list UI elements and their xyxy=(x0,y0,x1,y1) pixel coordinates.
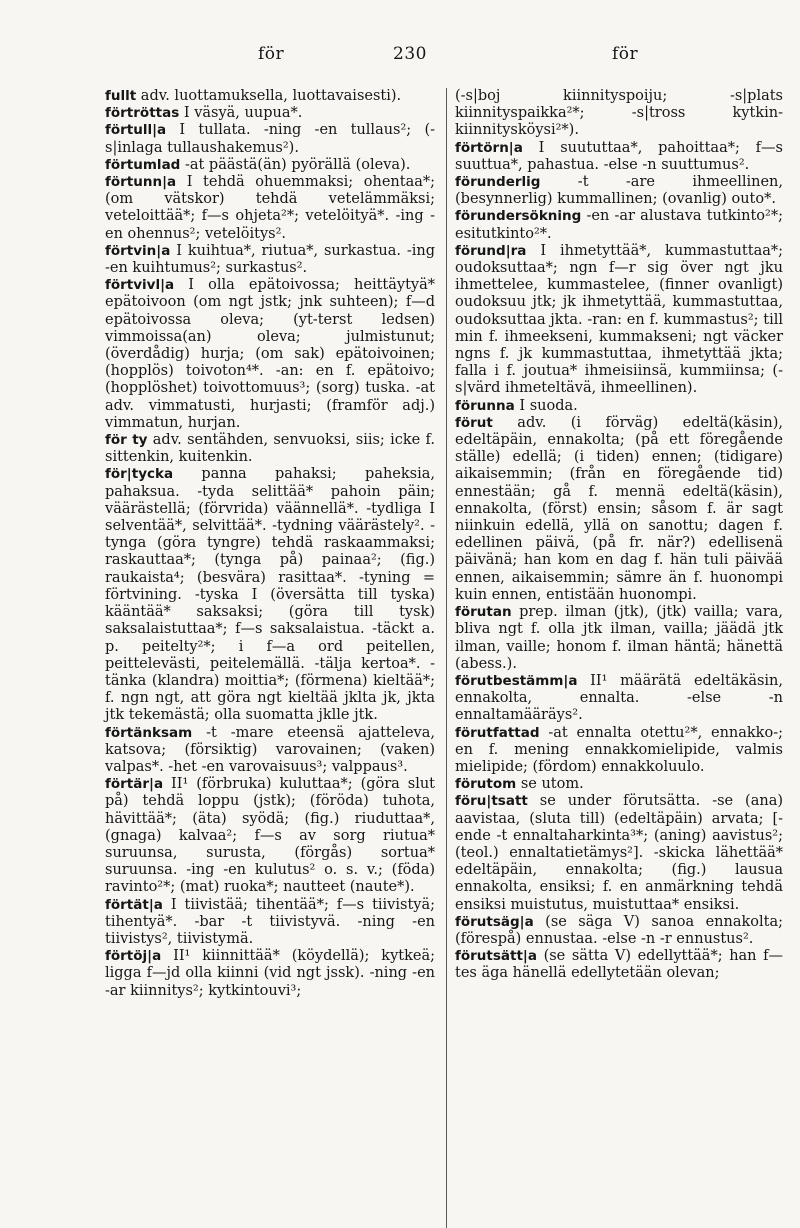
entry-definition: I olla epätoivossa; heittäytyä* epätoivoon (om ngt jstk; jnk suhteen); f—d epätoivossa oleva; (yt-terst ledsen) vimmoissa(an) oleva; julmistunut; (överdådig) hurja; (om sak) epätoivoinen; (hopplös) toivoton⁴*. -an: en f. epätoivo; (hopplöshet) toivottomuus³; (sorg) tuska. -at adv. vimmatusti, hurjasti; (framför adj.) vimmatun, hurjan. xyxy=(105,277,435,431)
dictionary-entry xyxy=(105,432,435,466)
entry-headword: förutsäg|a xyxy=(455,913,534,930)
entry-headword: förtät|a xyxy=(105,896,163,913)
entry-definition: adv. (i förväg) edeltä(käsin), edeltäpäin, ennakolta; (på ett föregående ställe) edellä; (i tiden) ennen; (tidigare) aikaisemmin; (från en föregående tid) ennestään; gå f. mennä edeltä(käsin), ennakolta, (först) ensin; såsom f. är sagt niinkuin edellä, yllä on sanottu; dagen f. edellinen päivä, (på fr. när?) edellisenä päivänä; han kom en dag f. hän tuli päivää ennen, aikaisemmin; sämre än f. huonompi kuin ennen, entistään huonompi. xyxy=(455,414,783,603)
entry-definition: I väsyä, uupua*. xyxy=(179,105,303,122)
entry-headword: förunderlig xyxy=(455,174,541,191)
entry-definition: panna pahaksi; paheksia, pahaksua. -tyda selittää* pahoin päin; väärästellä; (förvrida) väännellä*. -tydliga I selventää*, selvittää*. -tydning väärästely². -tynga (göra tyngre) tehdä raskaammaksi; raskauttaa*; (tynga på) painaa²; (fig.) raukaista⁴; (besvära) rasittaa*. -tyning = förtvining. -tyska I (översätta till tyska) kääntää* saksaksi; (göra till tysk) saksalaistuttaa*; f—s saksalaistua. -täckt a. p. peitelty²*; i f—a ord peitellen, peittelevästi, peitelemällä. -tälja kertoa*. -tänka (klandra) moittia*; (förmena) kieltää*; f. ngn ngt, att göra ngt kieltää jklta jk, jkta jtk tekemästä; olla suomatta jklle jtk. xyxy=(105,466,435,724)
dictionary-entry xyxy=(455,415,783,604)
entry-headword: förtvin|a xyxy=(105,242,171,259)
dictionary-entry xyxy=(455,673,783,725)
entry-definition: II¹ määrätä edeltäkäsin, ennakolta, ennalta. -else -n ennaltamääräys². xyxy=(455,672,783,724)
entry-headword: förut xyxy=(455,414,493,431)
entry-definition: prep. ilman (jtk), (jtk) vailla; vara, bliva ngt f. olla jtk ilman, vailla; jäädä jtk ilman, vaille; honom f. ilman häntä; hänettä (abess.). xyxy=(455,604,783,672)
dictionary-entry xyxy=(105,897,435,949)
entry-definition: I ihmetyttää*, kummastuttaa*; oudoksuttaa*; ngn f—r sig över ngt jku ihmettelee, kummastelee, (finner ovanligt) oudoksuu jtk; jk ihmetyttää, kummastuttaa, oudoksuttaa jkta. -ran: en f. kummastus²; till min f. ihmeekseni, kummakseni; ngt väcker ngns f. jk kummastuttaa, ihmetyttää jkta; falla i f. joutua* ihmeisiinsä, kummiinsa; (-s|värd ihmeteltävä, ihmeellinen). xyxy=(455,242,783,397)
header-left-word: för xyxy=(258,44,285,64)
entry-definition: -en -ar alustava tutkinto²*; esitutkinto²*. xyxy=(455,208,783,242)
entry-headword: föru|tsatt xyxy=(455,793,528,810)
dictionary-entry xyxy=(455,88,783,140)
entry-headword: fullt xyxy=(105,88,137,104)
entry-headword: förtvivl|a xyxy=(105,277,175,294)
entry-definition: -t -are ihmeellinen, (besynnerlig) kummallinen; (ovanlig) outo*. xyxy=(455,174,783,208)
entry-definition: I kuihtua*, riutua*, surkastua. -ing -en kuihtumus²; surkastus². xyxy=(105,242,435,277)
dictionary-entry xyxy=(455,914,783,948)
entry-definition: adv. luottamuksella, luottavaisesti). xyxy=(136,88,402,104)
entry-definition: I tiivistää; tihentää*; f—s tiivistyä; tihentyä*. -bar -t tiivistyvä. -ning -en tiivistys², tiivistymä. xyxy=(105,896,435,947)
dictionary-entry xyxy=(105,466,435,724)
entry-headword: förunna xyxy=(455,397,515,414)
dictionary-entry xyxy=(105,105,435,122)
dictionary-entry xyxy=(455,725,783,777)
left-column xyxy=(105,88,435,1000)
entry-headword: förtunn|a xyxy=(105,174,177,191)
dictionary-entry xyxy=(455,398,783,415)
dictionary-entry xyxy=(455,140,783,174)
dictionary-entry xyxy=(105,725,435,777)
entry-headword: förtänksam xyxy=(105,724,193,741)
entry-definition: -at päästä(än) pyörällä (oleva). xyxy=(180,156,411,173)
entry-headword: förund|ra xyxy=(455,242,527,259)
entry-headword: förtöj|a xyxy=(105,948,162,965)
entry-definition: I tullata. -ning -en tullaus²; (-s|inlaga tullaushakemus²). xyxy=(105,122,435,156)
dictionary-entry xyxy=(105,243,435,277)
entry-headword: förtröttas xyxy=(105,105,180,122)
entry-headword: förutfattad xyxy=(455,724,540,741)
entry-headword: förundersökning xyxy=(455,208,582,225)
entry-definition: adv. sentähden, senvuoksi, siis; icke f. sittenkin, kuitenkin. xyxy=(105,432,435,466)
dictionary-entry xyxy=(455,604,783,673)
entry-headword: förutsätt|a xyxy=(455,948,537,965)
column-divider xyxy=(446,88,447,1228)
entry-headword: förutom xyxy=(455,776,517,793)
entry-headword: förtumlad xyxy=(105,156,181,173)
entry-headword: förtull|a xyxy=(105,122,167,139)
entry-headword: förutbestämm|a xyxy=(455,672,578,689)
entry-definition: (se säga V) sanoa ennakolta; (förespå) ennustaa. -else -n -r ennustus². xyxy=(455,913,783,947)
dictionary-entry xyxy=(455,793,783,913)
dictionary-entry xyxy=(105,122,435,156)
entry-definition: -at ennalta otettu²*, ennakko-; en f. mening ennakkomielipide, valmis mielipide; (fördom) ennakkoluulo. xyxy=(455,724,783,775)
header-right-word: för xyxy=(612,44,639,64)
entry-definition: I tehdä ohuemmaksi; ohentaa*; (om vätskor) tehdä vetelämmäksi; veteloittää*; f—s ohjeta²*; vetelöityä*. -ing -en ohennus²; vetelöitys². xyxy=(105,174,435,242)
dictionary-entry xyxy=(105,277,435,432)
entry-definition: II¹ (förbruka) kuluttaa*; (göra slut på) tehdä loppu (jstk); (föröda) tuhota, hävittää*; (äta) syödä; (fig.) riuduttaa*, (gnaga) kalvaa²; f—s av sorg riutua* suruunsa, surusta, (förgås) sortua* suruunsa. -ing -en kulutus² o. s. v.; (föda) ravinto²*; (mat) ruoka*; nautteet (naute*). xyxy=(105,776,435,896)
dictionary-entry xyxy=(105,88,435,105)
entry-headword: förtär|a xyxy=(105,776,164,793)
entry-definition: I suoda. xyxy=(514,397,578,414)
right-column xyxy=(455,88,783,983)
dictionary-entry xyxy=(455,948,783,982)
entry-headword: förtörn|a xyxy=(455,139,523,156)
entry-headword: för ty xyxy=(105,432,148,449)
entry-definition: II¹ kiinnittää* (köydellä); kytkeä; ligga f—jd olla kiinni (vid ngt jssk). -ning -en -ar kiinnitys²; kytkintouvi³; xyxy=(105,948,435,999)
dictionary-entry xyxy=(455,776,783,793)
dictionary-entry xyxy=(105,157,435,174)
dictionary-entry xyxy=(105,948,435,1000)
dictionary-entry xyxy=(455,174,783,208)
page-number: 230 xyxy=(393,44,427,64)
dictionary-entry xyxy=(455,208,783,242)
entry-definition: (-s|boj kiinnityspoiju; -s|plats kiinnityspaikka²*; -s|tross kytkin-kiinnitysköysi²*). xyxy=(455,88,783,139)
entry-definition: I suututtaa*, pahoittaa*; f—s suuttua*, pahastua. -else -n suuttumus². xyxy=(455,139,783,173)
entry-headword: för|tycka xyxy=(105,466,174,483)
entry-definition: (se sätta V) edellyttää*; han f—tes äga hänellä edellytetään olevan; xyxy=(455,948,783,982)
dictionary-entry xyxy=(455,243,783,398)
dictionary-entry xyxy=(105,776,435,896)
entry-definition: se under förutsätta. -se (ana) aavistaa, (sluta till) (edeltäpäin) arvata; [-ende -t ennaltaharkinta³*; (aning) aavistus²; (teol.) ennaltatietämys²]. -skicka lähettää* edeltäpäin, ennakolta; (fig.) lausua ennakolta, ensiksi; f. en anmärkning tehdä ensiksi muistutus, muistuttaa* ensiksi. xyxy=(455,793,783,913)
entry-definition: -t -mare eteensä ajatteleva, katsova; (försiktig) varovainen; (vaken) valpas*. -het -en varovaisuus³; valppaus³. xyxy=(105,724,435,775)
dictionary-entry xyxy=(105,174,435,243)
entry-definition: se utom. xyxy=(516,776,584,793)
entry-headword: förutan xyxy=(455,604,512,621)
